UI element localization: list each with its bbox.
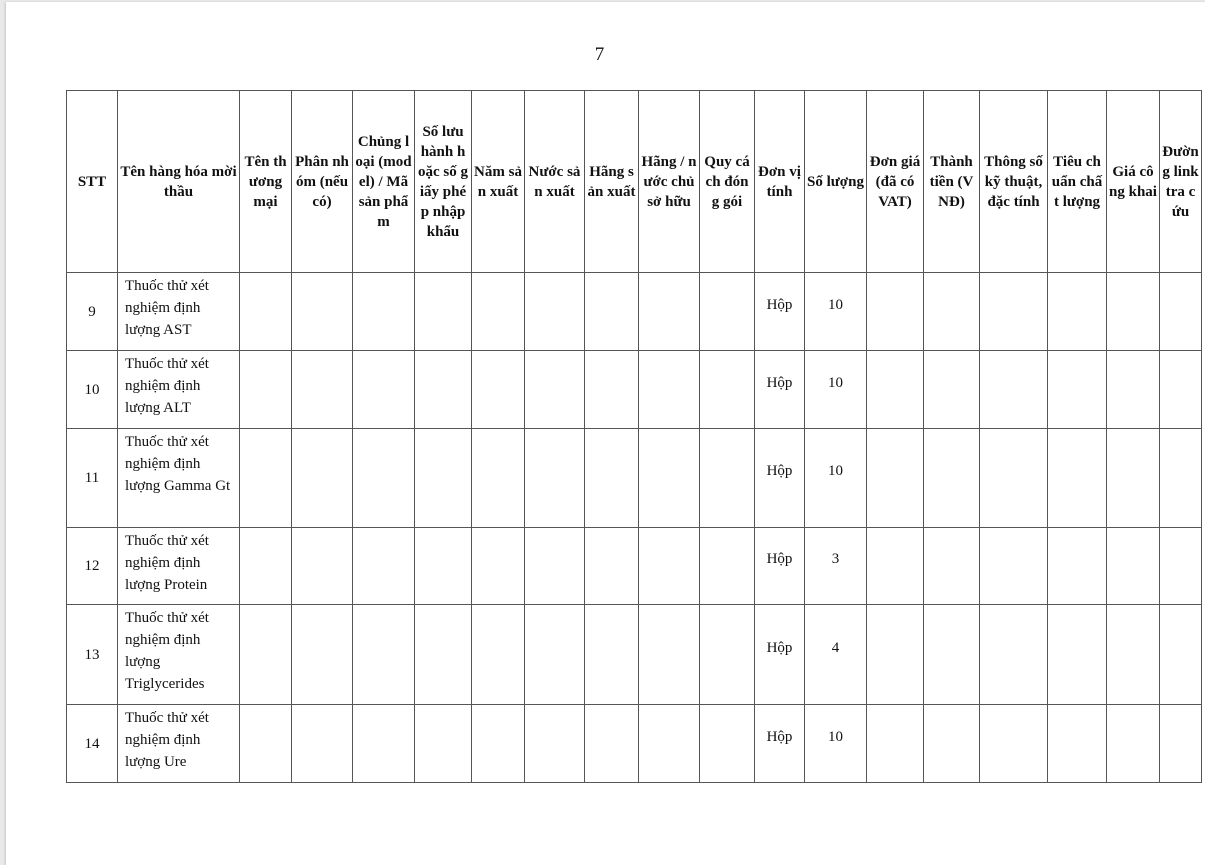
- empty-cell: [585, 351, 639, 429]
- row-stt: 13: [67, 605, 118, 705]
- empty-cell: [240, 705, 292, 783]
- empty-cell: [292, 705, 353, 783]
- header-packaging: Quy cách đóng gói: [700, 91, 755, 273]
- empty-cell: [415, 351, 472, 429]
- empty-cell: [585, 705, 639, 783]
- row-stt: 10: [67, 351, 118, 429]
- header-row: [67, 91, 1202, 273]
- empty-cell: [240, 429, 292, 528]
- row-quantity-cell: [805, 705, 867, 783]
- empty-cell: [1160, 273, 1202, 351]
- empty-cell: [472, 429, 525, 528]
- header-trade-name: Tên thương mại: [240, 91, 292, 273]
- row-unit: Hộp: [766, 463, 793, 479]
- empty-cell: [1160, 528, 1202, 605]
- empty-cell: [292, 605, 353, 705]
- header-license: Số lưu hành hoặc số giấy phép nhập khẩu: [415, 91, 472, 273]
- row-unit-cell: [755, 273, 805, 351]
- row-quantity: 3: [831, 551, 840, 567]
- empty-cell: [980, 351, 1048, 429]
- row-item-name: Thuốc thử xét nghiệm định lượng ALT: [118, 351, 240, 429]
- empty-cell: [292, 273, 353, 351]
- row-quantity-cell: [805, 273, 867, 351]
- row-stt: 12: [67, 528, 118, 605]
- header-specs: Thông số kỹ thuật, đặc tính: [980, 91, 1048, 273]
- header-unit-price: Đơn giá (đã có VAT): [867, 91, 924, 273]
- empty-cell: [1048, 351, 1107, 429]
- row-unit: Hộp: [766, 639, 793, 656]
- header-group: Phân nhóm (nếu có): [292, 91, 353, 273]
- empty-cell: [924, 705, 980, 783]
- empty-cell: [472, 605, 525, 705]
- header-country: Nước sản xuất: [525, 91, 585, 273]
- empty-cell: [353, 429, 415, 528]
- empty-cell: [1107, 429, 1160, 528]
- header-amount: Thành tiền (VNĐ): [924, 91, 980, 273]
- empty-cell: [585, 605, 639, 705]
- header-stt: STT: [67, 91, 118, 273]
- table-row: [67, 705, 1202, 783]
- row-quantity: 10: [828, 374, 843, 391]
- empty-cell: [1048, 605, 1107, 705]
- empty-cell: [924, 528, 980, 605]
- header-year: Năm sản xuất: [472, 91, 525, 273]
- empty-cell: [240, 273, 292, 351]
- row-unit-cell: [755, 351, 805, 429]
- row-item-name: Thuốc thử xét nghiệm định lượng Protein: [118, 528, 240, 605]
- row-quantity-cell: [805, 528, 867, 605]
- row-unit-cell: [755, 528, 805, 605]
- empty-cell: [472, 273, 525, 351]
- empty-cell: [353, 273, 415, 351]
- header-model: Chủng loại (model) / Mã sản phẩm: [353, 91, 415, 273]
- empty-cell: [639, 605, 700, 705]
- empty-cell: [867, 705, 924, 783]
- empty-cell: [700, 605, 755, 705]
- empty-cell: [1107, 351, 1160, 429]
- row-quantity: 4: [831, 639, 840, 656]
- empty-cell: [353, 351, 415, 429]
- row-unit-cell: [755, 429, 805, 528]
- empty-cell: [639, 429, 700, 528]
- empty-cell: [525, 705, 585, 783]
- row-quantity: 10: [828, 728, 843, 745]
- empty-cell: [1160, 351, 1202, 429]
- empty-cell: [472, 705, 525, 783]
- empty-cell: [353, 705, 415, 783]
- empty-cell: [980, 429, 1048, 528]
- header-item-name: Tên hàng hóa mời thầu: [118, 91, 240, 273]
- empty-cell: [240, 605, 292, 705]
- empty-cell: [1107, 273, 1160, 351]
- empty-cell: [700, 351, 755, 429]
- empty-cell: [415, 705, 472, 783]
- empty-cell: [1107, 605, 1160, 705]
- empty-cell: [980, 705, 1048, 783]
- page-number: 7: [594, 44, 605, 65]
- row-stt: 11: [67, 429, 118, 528]
- empty-cell: [867, 351, 924, 429]
- empty-cell: [924, 351, 980, 429]
- empty-cell: [867, 528, 924, 605]
- table-row: [67, 273, 1202, 351]
- empty-cell: [639, 351, 700, 429]
- empty-cell: [472, 528, 525, 605]
- empty-cell: [1048, 705, 1107, 783]
- empty-cell: [700, 705, 755, 783]
- row-quantity-cell: [805, 429, 867, 528]
- empty-cell: [980, 528, 1048, 605]
- empty-cell: [525, 351, 585, 429]
- empty-cell: [585, 273, 639, 351]
- row-unit: Hộp: [766, 296, 793, 313]
- empty-cell: [867, 605, 924, 705]
- empty-cell: [415, 605, 472, 705]
- row-item-name: Thuốc thử xét nghiệm định lượng Gamma Gt: [118, 429, 240, 528]
- row-unit: Hộp: [766, 728, 793, 745]
- empty-cell: [1160, 605, 1202, 705]
- empty-cell: [1048, 429, 1107, 528]
- empty-cell: [585, 528, 639, 605]
- row-quantity-cell: [805, 351, 867, 429]
- empty-cell: [924, 605, 980, 705]
- table-row: [67, 351, 1202, 429]
- table-row: [67, 429, 1202, 528]
- empty-cell: [639, 528, 700, 605]
- empty-cell: [525, 429, 585, 528]
- empty-cell: [415, 273, 472, 351]
- table-row: [67, 605, 1202, 705]
- row-item-name: Thuốc thử xét nghiệm định lượng Ure: [118, 705, 240, 783]
- empty-cell: [472, 351, 525, 429]
- empty-cell: [1048, 273, 1107, 351]
- row-unit-cell: [755, 705, 805, 783]
- empty-cell: [353, 528, 415, 605]
- header-owner: Hãng / nước chủ sở hữu: [639, 91, 700, 273]
- empty-cell: [585, 429, 639, 528]
- bid-items-table: [66, 90, 1202, 783]
- empty-cell: [924, 273, 980, 351]
- empty-cell: [700, 273, 755, 351]
- row-stt: 14: [67, 705, 118, 783]
- document-page: [6, 2, 1205, 865]
- header-quantity: Số lượng: [805, 91, 867, 273]
- empty-cell: [924, 429, 980, 528]
- empty-cell: [353, 605, 415, 705]
- empty-cell: [525, 273, 585, 351]
- header-lookup-link: Đường link tra cứu: [1160, 91, 1202, 273]
- empty-cell: [700, 528, 755, 605]
- row-quantity: 10: [828, 296, 843, 313]
- empty-cell: [639, 705, 700, 783]
- empty-cell: [1107, 528, 1160, 605]
- row-item-name: Thuốc thử xét nghiệm định lượng Triglycerides: [118, 605, 240, 705]
- empty-cell: [980, 605, 1048, 705]
- empty-cell: [1048, 528, 1107, 605]
- empty-cell: [525, 605, 585, 705]
- empty-cell: [1160, 429, 1202, 528]
- row-quantity: 10: [828, 463, 843, 479]
- empty-cell: [1107, 705, 1160, 783]
- empty-cell: [240, 528, 292, 605]
- empty-cell: [292, 351, 353, 429]
- empty-cell: [1160, 705, 1202, 783]
- table-row: [67, 528, 1202, 605]
- empty-cell: [525, 528, 585, 605]
- empty-cell: [867, 273, 924, 351]
- empty-cell: [415, 528, 472, 605]
- row-unit: Hộp: [766, 551, 793, 567]
- empty-cell: [867, 429, 924, 528]
- empty-cell: [292, 429, 353, 528]
- header-public-price: Giá công khai: [1107, 91, 1160, 273]
- row-unit-cell: [755, 605, 805, 705]
- empty-cell: [292, 528, 353, 605]
- empty-cell: [240, 351, 292, 429]
- row-quantity-cell: [805, 605, 867, 705]
- empty-cell: [639, 273, 700, 351]
- header-unit: Đơn vị tính: [755, 91, 805, 273]
- row-unit: Hộp: [766, 374, 793, 391]
- empty-cell: [415, 429, 472, 528]
- header-manufacturer: Hãng sản xuất: [585, 91, 639, 273]
- row-stt: 9: [67, 273, 118, 351]
- empty-cell: [980, 273, 1048, 351]
- row-item-name: Thuốc thử xét nghiệm định lượng AST: [118, 273, 240, 351]
- empty-cell: [700, 429, 755, 528]
- header-standard: Tiêu chuẩn chất lượng: [1048, 91, 1107, 273]
